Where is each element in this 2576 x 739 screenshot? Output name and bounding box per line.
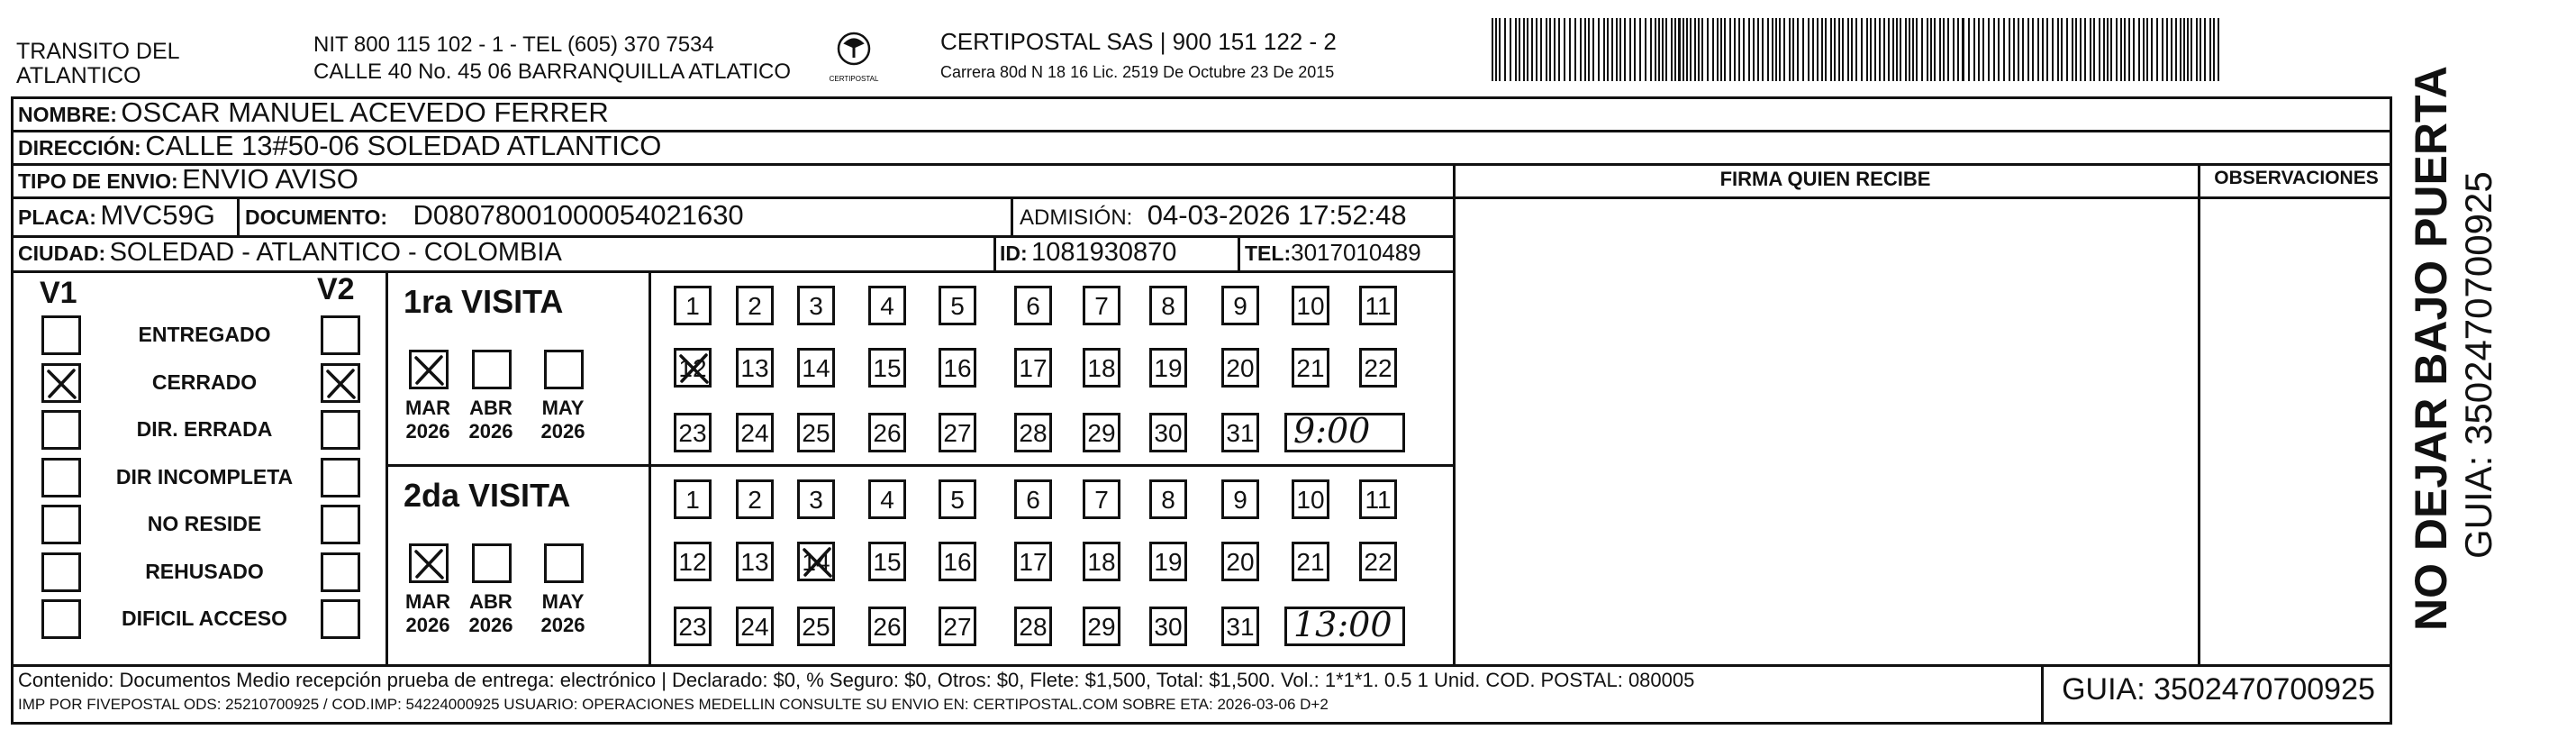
id-field [1000,237,1176,272]
send-type-value: ENVIO AVISO [182,163,358,195]
day-box[interactable]: 25 [797,607,835,646]
day-box[interactable]: 31 [1221,607,1259,646]
day-box[interactable]: 8 [1149,479,1187,519]
month-checkbox[interactable] [409,543,449,583]
day-box[interactable]: 7 [1083,479,1120,519]
day-box[interactable]: 28 [1014,413,1052,452]
visit-title: 1ra VISITA [404,283,564,320]
carrier-line: CERTIPOSTAL SAS | 900 151 122 - 2 [940,28,1337,55]
barcode [1492,18,2230,83]
month-label [461,397,521,443]
month-name: ABR [469,590,512,613]
status-label: CERRADO [151,370,258,394]
status-label: DIR INCOMPLETA [115,465,294,488]
day-box[interactable]: 20 [1221,348,1259,388]
send-type-field [18,164,358,200]
admission-field [1020,200,1407,236]
day-box[interactable]: 9 [1221,286,1259,325]
day-box[interactable]: 12 [674,542,712,581]
id-label: ID: [1000,242,1028,265]
cross-mark-icon [678,352,711,385]
city-field [18,237,562,272]
day-box[interactable]: 1 [674,479,712,519]
month-checkbox[interactable] [409,350,449,389]
day-box[interactable]: 14 [797,542,835,581]
month-year: 2026 [468,614,513,636]
document-value: D08078001000054021630 [413,199,744,231]
month-name: MAY [541,397,585,419]
day-box[interactable]: 8 [1149,286,1187,325]
imp-line: IMP POR FIVEPOSTAL ODS: 25210700925 / COD.IMP: 54224000925 USUARIO: OPERACIONES MEDELLIN CONSULTE SU ENVIO EN: CERTIPOSTAL.COM SOBRE ETA: 2026-03-06 D+2 [18,696,1329,713]
nit-line: NIT 800 115 102 - 1 - TEL (605) 370 7534 [313,32,714,57]
day-box[interactable]: 9 [1221,479,1259,519]
day-box[interactable]: 18 [1083,542,1120,581]
v2-checkbox[interactable] [321,505,360,544]
logo-icon [821,31,886,85]
day-box[interactable]: 26 [868,413,906,452]
day-box[interactable]: 4 [868,479,906,519]
day-box[interactable]: 10 [1292,286,1329,325]
day-box[interactable]: 15 [868,348,906,388]
day-box[interactable]: 31 [1221,413,1259,452]
signature-label: FIRMA QUIEN RECIBE [1719,168,1931,190]
day-box[interactable]: 17 [1014,542,1052,581]
tel-field [1245,237,1421,272]
day-box[interactable]: 19 [1149,348,1187,388]
day-box[interactable]: 7 [1083,286,1120,325]
handwritten-time: 9:00 [1293,411,1371,451]
plate-field [18,200,215,236]
guia-box-value: GUIA: 3502470700925 [2062,672,2375,707]
day-box[interactable]: 4 [868,286,906,325]
certipostal-logo [821,31,886,85]
month-checkbox[interactable] [544,350,584,389]
day-box[interactable]: 17 [1014,348,1052,388]
month-name: MAY [541,590,585,613]
day-box[interactable]: 28 [1014,607,1052,646]
month-year: 2026 [540,420,585,442]
day-box[interactable]: 25 [797,413,835,452]
company-name: TRANSITO DEL ATLANTICO [16,39,179,88]
side-guia: GUIA: 3502470700925 [2457,171,2499,559]
tel-value: 3017010489 [1291,239,1421,266]
side-warning: NO DEJAR BAJO PUERTA [2406,66,2456,631]
day-box[interactable]: 26 [868,607,906,646]
day-box[interactable]: 24 [736,413,774,452]
day-box[interactable]: 22 [1359,348,1397,388]
month-label [533,590,593,637]
cross-mark-icon [413,548,446,580]
day-box[interactable]: 6 [1014,479,1052,519]
month-year: 2026 [468,420,513,442]
day-box[interactable]: 16 [939,348,976,388]
document-label: DOCUMENTO: [245,205,388,229]
license-line: Carrera 80d N 18 16 Lic. 2519 De Octubre 23 De 2015 [940,63,1335,81]
city-label: CIUDAD: [18,242,106,265]
status-label: DIR. ERRADA [136,417,273,441]
day-box[interactable]: 2 [736,479,774,519]
day-box[interactable]: 3 [797,479,835,519]
address-value: CALLE 13#50-06 SOLEDAD ATLANTICO [145,130,662,161]
send-type-label: TIPO DE ENVIO: [18,169,178,193]
month-name: ABR [469,397,512,419]
day-box[interactable]: 23 [674,607,712,646]
logo-text: CERTIPOSTAL [829,75,879,83]
day-box[interactable]: 24 [736,607,774,646]
day-box[interactable]: 18 [1083,348,1120,388]
v1-label: V1 [40,276,77,310]
month-label [533,397,593,443]
admission-value: 04-03-2026 17:52:48 [1147,199,1407,231]
month-label [398,397,458,443]
month-name: MAR [404,590,451,613]
visit-title: 2da VISITA [404,477,571,514]
day-box[interactable]: 6 [1014,286,1052,325]
month-label [461,590,521,637]
day-box[interactable]: 14 [797,348,835,388]
day-box[interactable]: 23 [674,413,712,452]
plate-label: PLACA: [18,205,96,229]
observations-label: OBSERVACIONES [2214,168,2379,188]
day-box[interactable]: 21 [1292,542,1329,581]
name-value: OSCAR MANUEL ACEVEDO FERRER [121,96,609,128]
day-box[interactable]: 30 [1149,607,1187,646]
id-value: 1081930870 [1031,238,1177,267]
month-checkbox[interactable] [472,350,512,389]
day-box[interactable]: 22 [1359,542,1397,581]
month-year: 2026 [405,420,450,442]
day-box[interactable]: 16 [939,542,976,581]
v2-checkbox[interactable] [321,552,360,592]
day-box[interactable]: 13 [736,542,774,581]
month-checkbox[interactable] [544,543,584,583]
handwritten-time: 13:00 [1293,605,1392,644]
day-box[interactable]: 11 [1359,286,1397,325]
status-label: REHUSADO [145,560,264,583]
day-box[interactable]: 29 [1083,413,1120,452]
day-box[interactable]: 27 [939,607,976,646]
month-year: 2026 [405,614,450,636]
day-box[interactable]: 1 [674,286,712,325]
v2-checkbox[interactable] [321,410,360,450]
day-box[interactable]: 21 [1292,348,1329,388]
month-name: MAR [404,397,451,419]
document-field [245,200,744,236]
admission-label: ADMISIÓN: [1020,205,1133,230]
cross-mark-icon [325,368,358,400]
v2-label: V2 [317,272,355,306]
v2-checkbox[interactable] [321,599,360,639]
address-field [18,131,661,167]
tel-label: TEL: [1245,242,1292,265]
day-box[interactable]: 5 [939,479,976,519]
address-line: CALLE 40 No. 45 06 BARRANQUILLA ATLATICO [313,59,792,84]
content-line: Contenido: Documentos Medio recepción prueba de entrega: electrónico | Declarado: $0, % Seguro: $0, Otros: $0, Flete: $1,500, Total: $1,500. Vol.: 1*1*1. 0.5 1 Unid. COD. POSTAL: 080005 [18,669,1695,691]
name-label: NOMBRE: [18,103,117,126]
name-field [18,97,609,133]
day-box[interactable]: 10 [1292,479,1329,519]
day-box[interactable]: 29 [1083,607,1120,646]
status-label: ENTREGADO [138,323,271,346]
v2-checkbox[interactable] [321,363,360,403]
address-label: DIRECCIÓN: [18,136,141,160]
day-box[interactable]: 27 [939,413,976,452]
day-box[interactable]: 5 [939,286,976,325]
cross-mark-icon [413,354,446,387]
v2-checkbox[interactable] [321,315,360,355]
v2-checkbox[interactable] [321,458,360,497]
plate-value: MVC59G [100,199,215,231]
month-year: 2026 [540,614,585,636]
month-label [398,590,458,637]
day-box[interactable]: 30 [1149,413,1187,452]
day-box[interactable]: 3 [797,286,835,325]
day-box[interactable]: 12 [674,348,712,388]
status-label: NO RESIDE [147,512,262,535]
day-box[interactable]: 19 [1149,542,1187,581]
month-checkbox[interactable] [472,543,512,583]
day-box[interactable]: 13 [736,348,774,388]
day-box[interactable]: 11 [1359,479,1397,519]
status-label: DIFICIL ACCESO [121,607,287,630]
day-box[interactable]: 2 [736,286,774,325]
city-value: SOLEDAD - ATLANTICO - COLOMBIA [109,238,562,267]
day-box[interactable]: 20 [1221,542,1259,581]
cross-mark-icon [802,546,834,579]
day-box[interactable]: 15 [868,542,906,581]
